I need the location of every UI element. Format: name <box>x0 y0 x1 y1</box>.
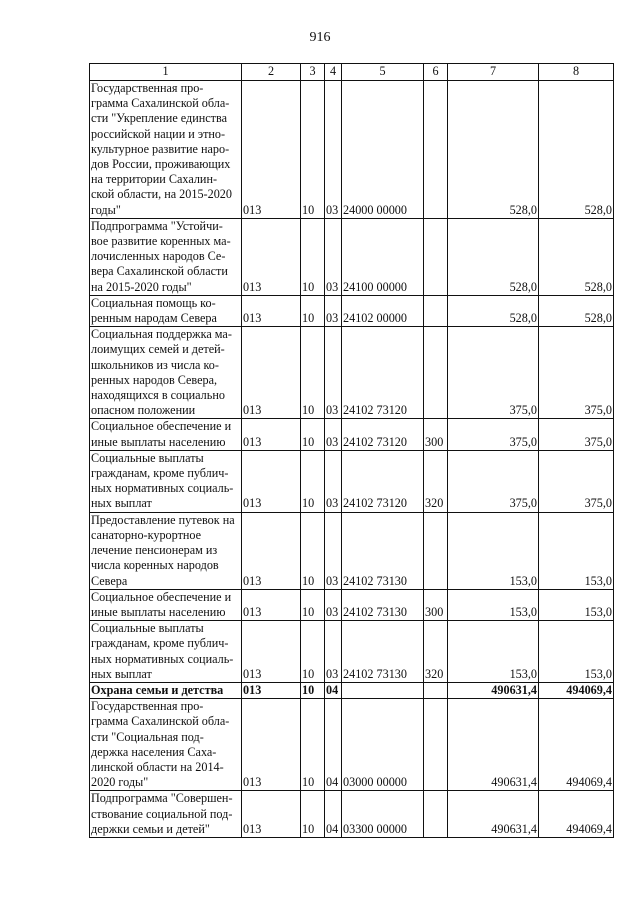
row-admin-code: 013 <box>242 450 301 512</box>
header-col-4: 4 <box>325 64 342 81</box>
row-expense-type: 320 <box>424 621 448 683</box>
row-admin-code: 013 <box>242 699 301 791</box>
row-target-article: 24102 00000 <box>342 295 424 326</box>
row-amount-year-2: 153,0 <box>539 621 614 683</box>
row-expense-type <box>424 81 448 219</box>
row-admin-code: 013 <box>242 589 301 620</box>
table-row <box>90 699 614 791</box>
row-section: 10 <box>301 791 325 838</box>
row-admin-code: 013 <box>242 327 301 419</box>
row-amount-year-1: 375,0 <box>448 450 539 512</box>
row-target-article: 24100 00000 <box>342 218 424 295</box>
header-col-5: 5 <box>342 64 424 81</box>
row-subsection: 04 <box>325 699 342 791</box>
row-expense-type: 300 <box>424 589 448 620</box>
row-amount-year-1: 375,0 <box>448 419 539 450</box>
row-target-article: 24102 73130 <box>342 621 424 683</box>
row-name: Предоставление путевок на санаторно-курортное лечение пенсионерам из числа коренных народов Севера <box>90 512 242 589</box>
row-amount-year-1: 528,0 <box>448 218 539 295</box>
row-subsection: 04 <box>325 682 342 698</box>
table-row <box>90 682 614 698</box>
row-subsection: 03 <box>325 621 342 683</box>
row-amount-year-2: 375,0 <box>539 450 614 512</box>
page-number: 916 <box>309 30 331 45</box>
row-section: 10 <box>301 327 325 419</box>
row-section: 10 <box>301 589 325 620</box>
row-target-article: 24102 73130 <box>342 512 424 589</box>
row-subsection: 04 <box>325 791 342 838</box>
row-admin-code: 013 <box>242 621 301 683</box>
row-name: Социальное обеспечение и иные выплаты населению <box>90 589 242 620</box>
header-col-8: 8 <box>539 64 614 81</box>
row-admin-code: 013 <box>242 682 301 698</box>
row-name: Государственная про- грамма Сахалинской обла- сти "Укрепление единства российской нации и этно- культурное развитие наро- дов России, проживающих на территории Сахалин- ской области, на 2015-2020 годы" <box>90 81 242 219</box>
row-amount-year-1: 528,0 <box>448 295 539 326</box>
table-row <box>90 295 614 326</box>
table-row <box>90 589 614 620</box>
row-section: 10 <box>301 450 325 512</box>
row-subsection: 03 <box>325 419 342 450</box>
row-name: Социальные выплаты гражданам, кроме публич- ных нормативных социаль- ных выплат <box>90 621 242 683</box>
row-name: Подпрограмма "Устойчи- вое развитие коренных ма- лочисленных народов Се- вера Сахалинской области на 2015-2020 годы" <box>90 218 242 295</box>
row-amount-year-1: 490631,4 <box>448 699 539 791</box>
row-section: 10 <box>301 621 325 683</box>
row-name: Социальное обеспечение и иные выплаты населению <box>90 419 242 450</box>
row-amount-year-2: 528,0 <box>539 81 614 219</box>
row-amount-year-1: 375,0 <box>448 327 539 419</box>
row-section: 10 <box>301 419 325 450</box>
row-expense-type <box>424 699 448 791</box>
row-section: 10 <box>301 81 325 219</box>
row-section: 10 <box>301 699 325 791</box>
row-admin-code: 013 <box>242 218 301 295</box>
row-subsection: 03 <box>325 218 342 295</box>
row-amount-year-2: 528,0 <box>539 218 614 295</box>
row-target-article: 24102 73130 <box>342 589 424 620</box>
row-admin-code: 013 <box>242 419 301 450</box>
row-name: Охрана семьи и детства <box>90 682 242 698</box>
header-row <box>90 64 614 81</box>
row-section: 10 <box>301 682 325 698</box>
row-target-article: 24102 73120 <box>342 327 424 419</box>
row-amount-year-2: 494069,4 <box>539 791 614 838</box>
row-subsection: 03 <box>325 327 342 419</box>
row-expense-type <box>424 682 448 698</box>
row-admin-code: 013 <box>242 512 301 589</box>
header-col-7: 7 <box>448 64 539 81</box>
row-expense-type <box>424 512 448 589</box>
row-amount-year-2: 153,0 <box>539 512 614 589</box>
row-name: Социальная помощь ко- ренным народам Севера <box>90 295 242 326</box>
budget-table <box>89 63 614 838</box>
row-expense-type <box>424 218 448 295</box>
row-target-article: 03300 00000 <box>342 791 424 838</box>
row-admin-code: 013 <box>242 81 301 219</box>
row-amount-year-2: 153,0 <box>539 589 614 620</box>
row-section: 10 <box>301 512 325 589</box>
row-expense-type: 320 <box>424 450 448 512</box>
row-name: Государственная про- грамма Сахалинской обла- сти "Социальная под- держка населения Саха- линской области на 2014- 2020 годы" <box>90 699 242 791</box>
table-row <box>90 512 614 589</box>
row-subsection: 03 <box>325 450 342 512</box>
row-section: 10 <box>301 295 325 326</box>
row-amount-year-1: 490631,4 <box>448 682 539 698</box>
row-name: Подпрограмма "Совершен- ствование социальной под- держки семьи и детей" <box>90 791 242 838</box>
row-amount-year-2: 494069,4 <box>539 699 614 791</box>
table-row <box>90 81 614 219</box>
table-row <box>90 327 614 419</box>
row-name: Социальные выплаты гражданам, кроме публич- ных нормативных социаль- ных выплат <box>90 450 242 512</box>
row-admin-code: 013 <box>242 295 301 326</box>
row-amount-year-1: 153,0 <box>448 512 539 589</box>
row-section: 10 <box>301 218 325 295</box>
row-target-article: 24102 73120 <box>342 450 424 512</box>
row-amount-year-1: 490631,4 <box>448 791 539 838</box>
row-amount-year-1: 153,0 <box>448 589 539 620</box>
row-subsection: 03 <box>325 512 342 589</box>
row-subsection: 03 <box>325 589 342 620</box>
row-target-article: 24000 00000 <box>342 81 424 219</box>
header-col-3: 3 <box>301 64 325 81</box>
row-amount-year-2: 375,0 <box>539 327 614 419</box>
row-target-article <box>342 682 424 698</box>
row-amount-year-2: 375,0 <box>539 419 614 450</box>
row-target-article: 24102 73120 <box>342 419 424 450</box>
table-row <box>90 218 614 295</box>
table-row <box>90 791 614 838</box>
row-target-article: 03000 00000 <box>342 699 424 791</box>
row-expense-type <box>424 295 448 326</box>
header-col-2: 2 <box>242 64 301 81</box>
row-amount-year-1: 153,0 <box>448 621 539 683</box>
header-col-6: 6 <box>424 64 448 81</box>
table-row <box>90 621 614 683</box>
table-row <box>90 419 614 450</box>
row-expense-type: 300 <box>424 419 448 450</box>
row-expense-type <box>424 327 448 419</box>
row-expense-type <box>424 791 448 838</box>
row-amount-year-1: 528,0 <box>448 81 539 219</box>
row-subsection: 03 <box>325 81 342 219</box>
row-admin-code: 013 <box>242 791 301 838</box>
table-row <box>90 450 614 512</box>
header-col-1: 1 <box>90 64 242 81</box>
row-name: Социальная поддержка ма- лоимущих семей и детей- школьников из числа ко- ренных народов Севера, находящихся в социально опасном положении <box>90 327 242 419</box>
row-subsection: 03 <box>325 295 342 326</box>
row-amount-year-2: 494069,4 <box>539 682 614 698</box>
row-amount-year-2: 528,0 <box>539 295 614 326</box>
